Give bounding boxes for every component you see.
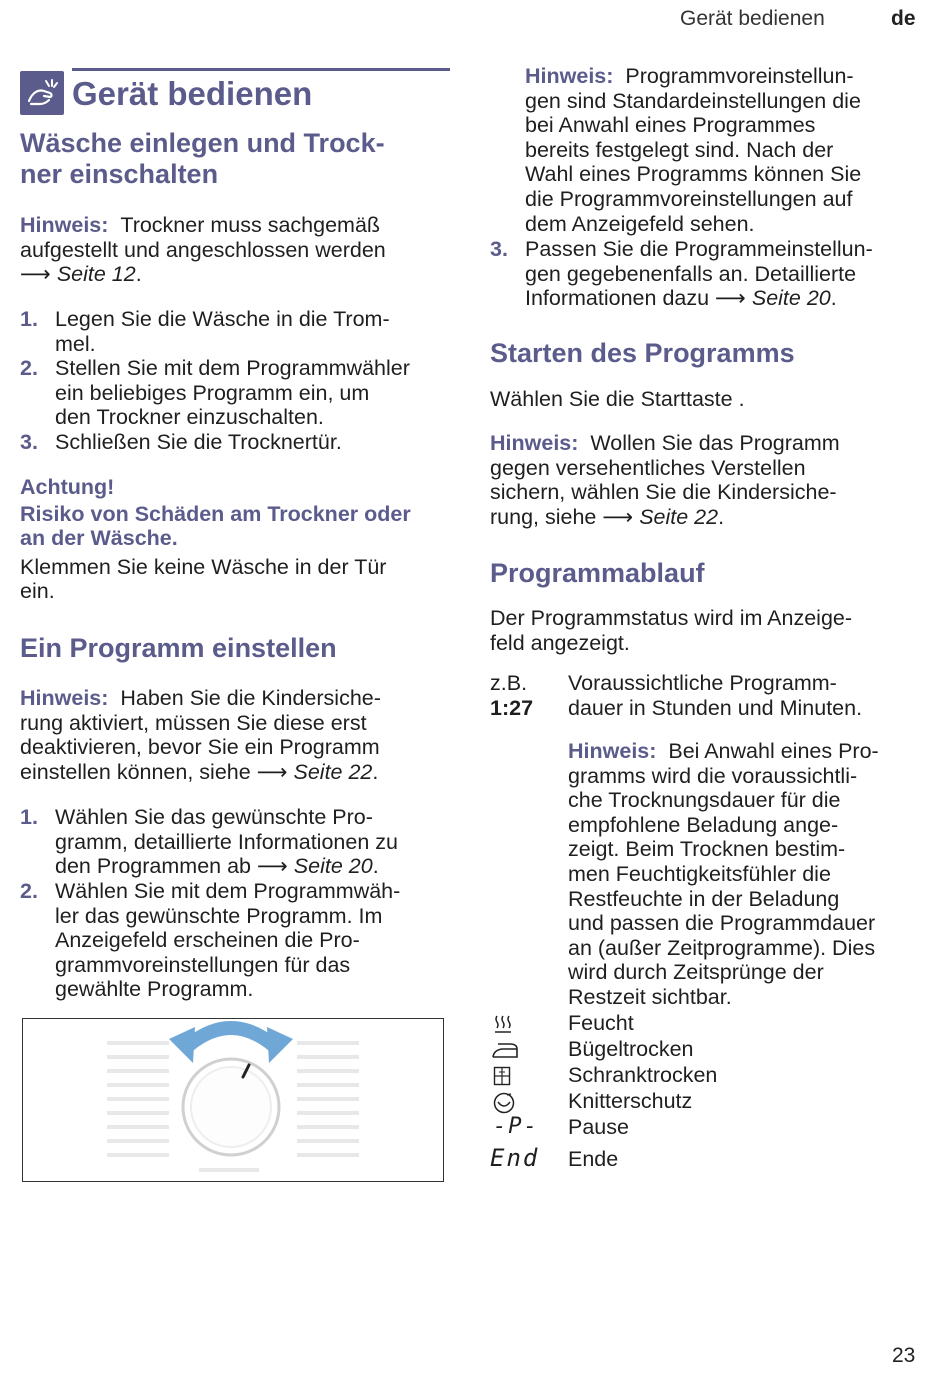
- example-time-display: 1:27: [490, 695, 534, 720]
- note-label: Hinweis:: [490, 431, 579, 455]
- note-text: Wahl eines Programms können Sie: [525, 162, 862, 187]
- note-label: Hinweis:: [20, 686, 109, 710]
- example-prefix: z.B.: [490, 671, 528, 695]
- note-presets: [525, 64, 925, 236]
- steps-list: [20, 805, 450, 1005]
- step-number: 3.: [20, 430, 38, 454]
- note-child-lock-start: Hinweis: Wollen Sie das Programm gegen versehentliches Verstellen sichern, wählen Sie die Kindersiche- rung, siehe ⟶ Seite 22.: [490, 431, 920, 529]
- body-line: dauer in Stunden und Minuten.: [568, 695, 863, 720]
- rotate-arrow-icon: [189, 1028, 273, 1045]
- step-line: den Trockner einzuschalten.: [55, 405, 324, 430]
- section-heading-load-laundry: [20, 128, 385, 190]
- step-line: Wählen Sie mit dem Programmwäh-: [55, 879, 401, 903]
- step-line: Wählen Sie das gewünschte Pro-: [55, 805, 373, 829]
- steps-list: [20, 307, 450, 457]
- program-status-text: [490, 606, 920, 655]
- arrow-icon: ⟶: [20, 262, 51, 287]
- note-text: wird durch Zeitsprünge der: [568, 960, 824, 985]
- note-text: einstellen können, siehe: [20, 759, 251, 784]
- heading-rule: [72, 68, 450, 71]
- step-line: Legen Sie die Wäsche in die Trom-: [55, 307, 390, 331]
- note-text: an (außer Zeitprogramme). Dies: [568, 935, 876, 960]
- page-reference-link[interactable]: Seite 20: [293, 854, 373, 879]
- arrow-icon: ⟶: [256, 854, 288, 879]
- note-installation: Hinweis: Trockner muss sachgemäß aufgestellt und angeschlossen werden ⟶ Seite 12.: [20, 213, 450, 287]
- status-list: [490, 1011, 920, 1181]
- note-text: bei Anwahl eines Programmes: [525, 113, 816, 138]
- example-label: [490, 671, 570, 720]
- note-text: Restzeit sichtbar.: [568, 984, 732, 1009]
- step-text: [55, 356, 410, 430]
- program-selector-illustration: [22, 1018, 444, 1182]
- page-reference-link[interactable]: Seite 20: [751, 286, 831, 311]
- section-heading-set-program: Ein Programm einstellen: [20, 633, 337, 663]
- step-line: den Programmen ab: [55, 854, 251, 879]
- program-marks-left: [107, 1043, 169, 1155]
- humid-icon: [492, 1013, 514, 1041]
- step-line: Passen Sie die Programmeinstellun-: [525, 237, 873, 261]
- note-child-lock: Hinweis: Haben Sie die Kindersiche- rung aktiviert, müssen Sie diese erst deaktivieren, bevor Sie ein Programm einstellen können, siehe ⟶ Seite 22.: [20, 686, 450, 784]
- start-instruction: Wählen Sie die Starttaste .: [490, 387, 745, 411]
- status-label: Knitterschutz: [568, 1089, 693, 1113]
- note-duration: [568, 739, 928, 1010]
- example-description: [568, 671, 928, 720]
- page-reference-link[interactable]: Seite 12: [56, 262, 136, 287]
- body-line: Der Programmstatus wird im Anzeige-: [490, 606, 853, 630]
- note-text: sichern, wählen Sie die Kindersiche-: [490, 480, 837, 505]
- section-heading-start-program: Starten des Programms: [490, 338, 795, 368]
- note-text: Bei Anwahl eines Pro-: [668, 739, 879, 763]
- caution-text: ein.: [20, 579, 55, 604]
- pause-display-icon: -P-: [493, 1114, 539, 1139]
- arrow-icon: ⟶: [256, 759, 288, 784]
- status-label: Pause: [568, 1115, 629, 1139]
- step-line: gen gegebenenfalls an. Detaillierte: [525, 261, 857, 286]
- note-text: gramms wird die voraussichtli-: [568, 763, 858, 788]
- step-line: ler das gewünschte Programm. Im: [55, 903, 383, 928]
- note-text: men Feuchtigkeitsfühler die: [568, 861, 831, 886]
- caution-line: an der Wäsche.: [20, 526, 178, 551]
- note-text: und passen die Programmdauer: [568, 911, 876, 936]
- step-text: Wählen Sie das gewünschte Pro- gramm, detaillierte Informationen zu den Programmen ab ⟶ Seite 20.: [55, 805, 398, 879]
- status-label: Schranktrocken: [568, 1063, 718, 1087]
- iron-icon: [490, 1039, 520, 1067]
- note-text: Programmvoreinstellun-: [625, 64, 854, 88]
- note-text: Wollen Sie das Programm: [590, 431, 840, 455]
- hand-operate-icon: [20, 71, 64, 115]
- body-line: Voraussichtliche Programm-: [568, 671, 837, 695]
- running-header-title: Gerät bedienen: [680, 7, 825, 30]
- note-text: deaktivieren, bevor Sie ein Programm: [20, 735, 380, 760]
- status-label: Bügeltrocken: [568, 1037, 694, 1061]
- section-heading-program-sequence: Programmablauf: [490, 558, 705, 588]
- step-number: 1.: [20, 805, 38, 829]
- step-line: Anzeigefeld erscheinen die Pro-: [55, 928, 360, 953]
- page-reference-link[interactable]: Seite 22: [293, 759, 373, 784]
- note-label: Hinweis:: [568, 739, 657, 763]
- heading-line: Wäsche einlegen und Trock-: [20, 128, 385, 158]
- note-text: gen sind Standardeinstellungen die: [525, 88, 861, 113]
- note-text: bereits festgelegt sind. Nach der: [525, 137, 834, 162]
- step-line: grammvoreinstellungen für das: [55, 952, 351, 977]
- step-text: Schließen Sie die Trocknertür.: [55, 430, 342, 454]
- chapter-title: Gerät bedienen: [72, 75, 313, 112]
- note-label: Hinweis:: [20, 213, 109, 237]
- body-line: feld angezeigt.: [490, 630, 630, 655]
- arrow-icon: ⟶: [602, 504, 634, 529]
- heading-line: ner einschalten: [20, 159, 219, 189]
- note-text: zeigt. Beim Trocknen bestim-: [568, 837, 846, 862]
- end-display-icon: End: [490, 1144, 540, 1172]
- step-line: gramm, detaillierte Informationen zu: [55, 829, 398, 854]
- step-number: 2.: [20, 879, 38, 903]
- dial-drawing: [23, 1019, 443, 1181]
- program-marks-right: [297, 1043, 359, 1155]
- note-text: rung aktiviert, müssen Sie diese erst: [20, 710, 367, 735]
- note-text: Haben Sie die Kindersiche-: [120, 686, 381, 710]
- step-line: mel.: [55, 331, 96, 356]
- step-line: Informationen dazu: [525, 286, 710, 311]
- note-text: aufgestellt und angeschlossen werden: [20, 237, 386, 262]
- note-text: che Trocknungsdauer für die: [568, 788, 841, 813]
- step-line: Stellen Sie mit dem Programmwähler: [55, 356, 410, 380]
- steps-list: [490, 237, 920, 317]
- step-line: ein beliebiges Programm ein, um: [55, 380, 370, 405]
- note-label: Hinweis:: [525, 64, 614, 88]
- language-code: de: [891, 7, 916, 30]
- cupboard-icon: [493, 1066, 511, 1092]
- note-text: die Programmvoreinstellungen auf: [525, 186, 853, 211]
- status-label: Feucht: [568, 1011, 634, 1035]
- step-text: [55, 307, 390, 356]
- step-number: 3.: [490, 237, 508, 261]
- note-text: gegen versehentliches Verstellen: [490, 455, 806, 480]
- step-text: [55, 879, 400, 1002]
- arrow-icon: ⟶: [715, 286, 746, 311]
- note-text: Restfeuchte in der Beladung: [568, 886, 840, 911]
- caution-box: [20, 475, 450, 604]
- page-number: 23: [892, 1344, 916, 1367]
- step-text: Passen Sie die Programmeinstellun- gen gegebenenfalls an. Detaillierte Informationen dazu ⟶ Seite 20.: [525, 237, 873, 311]
- status-label: Ende: [568, 1147, 619, 1171]
- note-text: rung, siehe: [490, 504, 597, 529]
- step-number: 2.: [20, 356, 38, 380]
- caution-line: Risiko von Schäden am Trockner oder: [20, 501, 411, 526]
- caution-text: Klemmen Sie keine Wäsche in der Tür: [20, 554, 387, 579]
- step-line: gewählte Programm.: [55, 977, 254, 1002]
- page-reference-link[interactable]: Seite 22: [639, 504, 719, 529]
- caution-title: Achtung!: [20, 475, 115, 499]
- note-text: empfohlene Beladung ange-: [568, 812, 839, 837]
- note-text: dem Anzeigefeld sehen.: [525, 211, 755, 236]
- note-text: Trockner muss sachgemäß: [120, 213, 381, 237]
- step-number: 1.: [20, 307, 38, 331]
